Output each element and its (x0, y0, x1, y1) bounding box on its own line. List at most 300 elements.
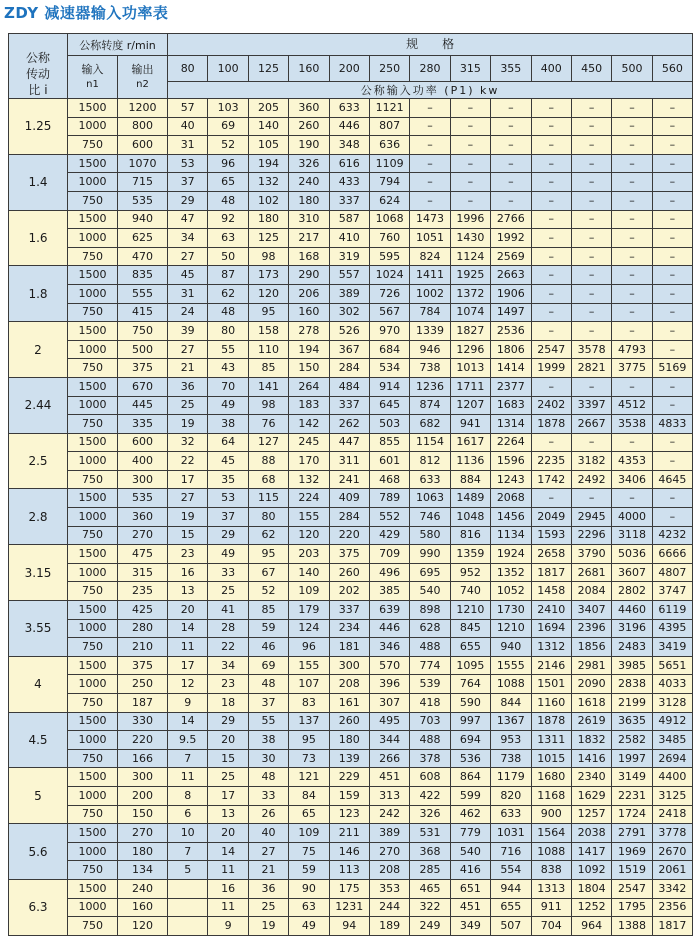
power-cell: 914 (369, 377, 409, 396)
power-cell: 396 (369, 675, 409, 694)
table-row (9, 656, 693, 675)
ratio-cell: 2.44 (9, 377, 68, 433)
power-cell: – (571, 377, 611, 396)
power-cell: 1015 (531, 749, 571, 768)
power-cell: 1136 (450, 452, 490, 471)
power-cell: 534 (369, 359, 409, 378)
table-row (9, 210, 693, 229)
power-cell: 1179 (491, 768, 531, 787)
table-row (9, 433, 693, 452)
power-cell: 1388 (612, 917, 652, 936)
power-cell: 337 (329, 191, 369, 210)
power-cell: – (531, 377, 571, 396)
power-cell: 1051 (410, 229, 450, 248)
table-row (9, 322, 693, 341)
power-cell: 80 (208, 322, 248, 341)
power-cell: 260 (329, 563, 369, 582)
power-cell: 180 (289, 191, 329, 210)
power-cell: 536 (450, 749, 490, 768)
power-cell: 67 (248, 563, 288, 582)
power-cell: 645 (369, 396, 409, 415)
table-row (9, 340, 693, 359)
power-cell: 14 (168, 712, 208, 731)
power-cell: – (410, 191, 450, 210)
input-speed-cell: 1500 (68, 377, 118, 396)
power-cell: 389 (329, 284, 369, 303)
power-cell: 4512 (612, 396, 652, 415)
power-cell: 30 (248, 749, 288, 768)
power-cell: 1992 (491, 229, 531, 248)
output-speed-cell: 475 (118, 545, 168, 564)
power-cell: 1311 (531, 731, 571, 750)
power-cell: 884 (450, 470, 490, 489)
power-cell: 43 (208, 359, 248, 378)
power-cell (168, 917, 208, 936)
size-header-cell: 560 (652, 56, 692, 82)
ratio-cell: 2.5 (9, 433, 68, 489)
power-cell: 378 (410, 749, 450, 768)
power-cell: 62 (248, 526, 288, 545)
output-speed-cell: 270 (118, 824, 168, 843)
power-cell: 1417 (571, 842, 611, 861)
power-cell: 1629 (571, 786, 611, 805)
power-cell: – (612, 377, 652, 396)
power-cell: – (531, 210, 571, 229)
power-cell: 190 (289, 136, 329, 155)
power-cell: 422 (410, 786, 450, 805)
power-cell: 375 (329, 545, 369, 564)
power-cell: 1414 (491, 359, 531, 378)
power-cell: – (612, 284, 652, 303)
power-cell: 34 (168, 229, 208, 248)
power-cell: 180 (248, 210, 288, 229)
power-cell: 716 (491, 842, 531, 861)
input-speed-cell: 1500 (68, 545, 118, 564)
power-cell: 4807 (652, 563, 692, 582)
power-cell: 241 (329, 470, 369, 489)
power-cell: 94 (329, 917, 369, 936)
power-cell: 3607 (612, 563, 652, 582)
power-cell: 17 (208, 786, 248, 805)
power-cell: 65 (289, 805, 329, 824)
power-cell: 616 (329, 154, 369, 173)
power-cell: 173 (248, 266, 288, 285)
power-cell: 709 (369, 545, 409, 564)
power-cell: 1996 (450, 210, 490, 229)
power-cell: 337 (329, 601, 369, 620)
power-cell: 28 (208, 619, 248, 638)
power-cell: 170 (289, 452, 329, 471)
power-cell: – (571, 247, 611, 266)
power-cell: 451 (450, 898, 490, 917)
power-cell: 29 (208, 526, 248, 545)
power-cell: – (571, 284, 611, 303)
power-cell: 2981 (571, 656, 611, 675)
power-cell: – (410, 173, 450, 192)
power-cell: 580 (410, 526, 450, 545)
output-speed-cell: 445 (118, 396, 168, 415)
power-cell: 62 (208, 284, 248, 303)
power-cell: 655 (450, 638, 490, 657)
power-cell: 229 (329, 768, 369, 787)
power-cell (168, 879, 208, 898)
power-cell: 2838 (612, 675, 652, 694)
power-cell: 3397 (571, 396, 611, 415)
power-cell: 113 (329, 861, 369, 880)
power-cell: 599 (450, 786, 490, 805)
power-cell: 21 (248, 861, 288, 880)
power-cell: 2569 (491, 247, 531, 266)
input-speed-cell: 1500 (68, 601, 118, 620)
power-cell: 1458 (531, 582, 571, 601)
ratio-cell: 4.5 (9, 712, 68, 768)
power-cell: 270 (369, 842, 409, 861)
table-row (9, 470, 693, 489)
output-speed-cell: 360 (118, 508, 168, 527)
power-cell: 488 (410, 731, 450, 750)
table-row (9, 917, 693, 936)
output-speed-cell: 750 (118, 322, 168, 341)
power-cell: 911 (531, 898, 571, 917)
input-speed-cell: 1000 (68, 173, 118, 192)
power-cell: 85 (248, 359, 288, 378)
power-cell: 447 (329, 433, 369, 452)
input-speed-cell: 1500 (68, 99, 118, 118)
power-cell: 1969 (612, 842, 652, 861)
power-cell: 1730 (491, 601, 531, 620)
power-cell: 27 (168, 489, 208, 508)
output-speed-cell: 415 (118, 303, 168, 322)
power-cell: 385 (369, 582, 409, 601)
power-cell: 1817 (652, 917, 692, 936)
input-speed-cell: 750 (68, 638, 118, 657)
power-cell: 2068 (491, 489, 531, 508)
output-speed-cell: 940 (118, 210, 168, 229)
power-cell: – (571, 99, 611, 118)
power-cell: 63 (289, 898, 329, 917)
output-speed-cell: 200 (118, 786, 168, 805)
input-speed-header (68, 56, 118, 99)
size-header-cell: 280 (410, 56, 450, 82)
power-table-wrapper (8, 33, 692, 936)
output-speed-cell: 600 (118, 136, 168, 155)
power-cell: 2582 (612, 731, 652, 750)
power-cell: 462 (450, 805, 490, 824)
table-row (9, 266, 693, 285)
table-row (9, 377, 693, 396)
power-cell: 103 (208, 99, 248, 118)
power-cell: 953 (491, 731, 531, 750)
power-cell: 898 (410, 601, 450, 620)
power-cell: 105 (248, 136, 288, 155)
power-cell: 57 (168, 99, 208, 118)
power-cell: 1109 (369, 154, 409, 173)
power-cell: 140 (289, 563, 329, 582)
power-cell: – (612, 191, 652, 210)
output-speed-cell: 210 (118, 638, 168, 657)
power-cell: 2694 (652, 749, 692, 768)
power-cell: 155 (289, 656, 329, 675)
power-cell: 284 (329, 508, 369, 527)
input-speed-cell: 1500 (68, 154, 118, 173)
power-cell: 137 (289, 712, 329, 731)
ratio-header-label: 公称 传动 比 i (25, 51, 50, 97)
input-speed-cell: 1000 (68, 340, 118, 359)
power-cell: 47 (168, 210, 208, 229)
power-cell: 1210 (491, 619, 531, 638)
power-cell: 704 (531, 917, 571, 936)
power-cell: 418 (410, 694, 450, 713)
size-header-cell: 125 (248, 56, 288, 82)
power-cell: 1367 (491, 712, 531, 731)
power-cell: 69 (208, 117, 248, 136)
power-cell: 946 (410, 340, 450, 359)
table-row (9, 675, 693, 694)
power-cell: 85 (248, 601, 288, 620)
power-cell: 1296 (450, 340, 490, 359)
power-cell: 344 (369, 731, 409, 750)
power-cell: 389 (369, 824, 409, 843)
power-cell: 601 (369, 452, 409, 471)
power-cell: – (531, 173, 571, 192)
power-cell: 1906 (491, 284, 531, 303)
output-speed-cell: 187 (118, 694, 168, 713)
power-cell: – (531, 266, 571, 285)
table-row (9, 415, 693, 434)
power-cell: 19 (168, 508, 208, 527)
table-row (9, 136, 693, 155)
power-cell: 540 (450, 842, 490, 861)
output-speed-cell: 715 (118, 173, 168, 192)
table-row (9, 694, 693, 713)
power-cell: 1806 (491, 340, 531, 359)
table-row (9, 117, 693, 136)
power-cell: 636 (369, 136, 409, 155)
input-speed-cell: 750 (68, 415, 118, 434)
power-cell: 278 (289, 322, 329, 341)
power-cell: 159 (329, 786, 369, 805)
input-speed-label: 输入 (81, 63, 104, 76)
power-cell: 48 (208, 303, 248, 322)
power-cell: 451 (369, 768, 409, 787)
power-cell: 2945 (571, 508, 611, 527)
power-cell: 2410 (531, 601, 571, 620)
output-speed-cell: 800 (118, 117, 168, 136)
power-cell: 4395 (652, 619, 692, 638)
power-cell: 812 (410, 452, 450, 471)
power-cell: 570 (369, 656, 409, 675)
power-cell: 3790 (571, 545, 611, 564)
input-speed-sub: n1 (86, 79, 99, 90)
table-row (9, 638, 693, 657)
power-cell: 11 (208, 861, 248, 880)
power-cell: – (652, 210, 692, 229)
power-cell: 789 (369, 489, 409, 508)
power-cell: 48 (208, 191, 248, 210)
power-header: 公称输入功率 (P1) kw (168, 82, 693, 99)
power-cell: 410 (329, 229, 369, 248)
power-cell: 1359 (450, 545, 490, 564)
power-cell: 3406 (612, 470, 652, 489)
input-speed-cell: 1500 (68, 433, 118, 452)
power-cell: 844 (491, 694, 531, 713)
power-cell: 1095 (450, 656, 490, 675)
power-cell: – (652, 99, 692, 118)
power-cell: – (612, 266, 652, 285)
power-cell: – (531, 154, 571, 173)
power-cell: 1372 (450, 284, 490, 303)
output-speed-cell: 120 (118, 917, 168, 936)
power-cell: 738 (410, 359, 450, 378)
table-row (9, 173, 693, 192)
power-cell: 46 (248, 638, 288, 657)
power-cell: 260 (289, 117, 329, 136)
power-cell: 90 (289, 879, 329, 898)
power-cell: – (571, 117, 611, 136)
power-cell: 2492 (571, 470, 611, 489)
power-cell: 120 (289, 526, 329, 545)
power-cell: 940 (491, 638, 531, 657)
table-row (9, 879, 693, 898)
power-cell: 531 (410, 824, 450, 843)
power-cell: 63 (208, 229, 248, 248)
power-cell: 34 (208, 656, 248, 675)
power-cell: 16 (168, 563, 208, 582)
table-row (9, 749, 693, 768)
power-cell: 1024 (369, 266, 409, 285)
power-cell: 300 (329, 656, 369, 675)
table-row (9, 619, 693, 638)
power-cell: 552 (369, 508, 409, 527)
power-cell: 25 (248, 898, 288, 917)
power-cell: 4000 (612, 508, 652, 527)
power-cell: 2199 (612, 694, 652, 713)
power-cell: – (450, 191, 490, 210)
power-cell: 23 (208, 675, 248, 694)
power-cell: 311 (329, 452, 369, 471)
ratio-cell: 1.6 (9, 210, 68, 266)
output-speed-cell: 250 (118, 675, 168, 694)
power-cell: 794 (369, 173, 409, 192)
table-row (9, 768, 693, 787)
power-cell: 608 (410, 768, 450, 787)
input-speed-cell: 1000 (68, 396, 118, 415)
power-cell: 92 (208, 210, 248, 229)
power-cell: 9.5 (168, 731, 208, 750)
power-cell: 32 (168, 433, 208, 452)
power-cell: 368 (410, 842, 450, 861)
power-cell: 2038 (571, 824, 611, 843)
input-speed-cell: 750 (68, 861, 118, 880)
table-row (9, 489, 693, 508)
power-cell: 40 (168, 117, 208, 136)
power-cell: 33 (208, 563, 248, 582)
power-cell: 141 (248, 377, 288, 396)
power-cell: 2670 (652, 842, 692, 861)
power-cell: – (531, 136, 571, 155)
power-cell: 1456 (491, 508, 531, 527)
power-cell: 124 (289, 619, 329, 638)
power-cell: 319 (329, 247, 369, 266)
power-cell: 633 (410, 470, 450, 489)
power-cell: 8 (168, 786, 208, 805)
power-cell: 75 (289, 842, 329, 861)
power-cell: 2377 (491, 377, 531, 396)
output-speed-cell: 280 (118, 619, 168, 638)
input-speed-cell: 750 (68, 917, 118, 936)
power-cell: 807 (369, 117, 409, 136)
power-cell: 3578 (571, 340, 611, 359)
power-cell: 446 (329, 117, 369, 136)
power-cell: 203 (289, 545, 329, 564)
power-cell: 4833 (652, 415, 692, 434)
power-cell: 1243 (491, 470, 531, 489)
power-cell: – (450, 154, 490, 173)
table-row (9, 712, 693, 731)
power-cell: 655 (491, 898, 531, 917)
power-cell (168, 898, 208, 917)
output-speed-cell: 375 (118, 359, 168, 378)
power-cell: 3125 (652, 786, 692, 805)
output-speed-cell: 535 (118, 489, 168, 508)
power-cell: – (450, 117, 490, 136)
power-cell: 245 (289, 433, 329, 452)
power-cell: 65 (208, 173, 248, 192)
power-cell: 726 (369, 284, 409, 303)
table-row (9, 229, 693, 248)
table-row (9, 731, 693, 750)
power-cell: 2418 (652, 805, 692, 824)
power-cell: 33 (248, 786, 288, 805)
power-cell: – (410, 154, 450, 173)
power-cell: 95 (248, 303, 288, 322)
power-cell: 1489 (450, 489, 490, 508)
power-cell: 22 (168, 452, 208, 471)
power-cell: 29 (168, 191, 208, 210)
power-cell: 11 (168, 768, 208, 787)
input-speed-cell: 750 (68, 805, 118, 824)
power-cell: 1124 (450, 247, 490, 266)
power-cell: 1878 (531, 415, 571, 434)
input-speed-cell: 750 (68, 303, 118, 322)
power-cell: – (652, 154, 692, 173)
power-cell: 25 (208, 582, 248, 601)
table-row (9, 582, 693, 601)
power-cell: 3775 (612, 359, 652, 378)
power-cell: 1088 (491, 675, 531, 694)
size-header-cell: 400 (531, 56, 571, 82)
power-cell: – (491, 191, 531, 210)
power-cell: 83 (289, 694, 329, 713)
power-cell: 217 (289, 229, 329, 248)
power-cell: 313 (369, 786, 409, 805)
input-speed-cell: 1500 (68, 656, 118, 675)
power-cell: 1210 (450, 601, 490, 620)
power-cell: 40 (248, 824, 288, 843)
power-cell: 1680 (531, 768, 571, 787)
power-cell: 997 (450, 712, 490, 731)
power-cell: 16 (208, 879, 248, 898)
power-cell: 3196 (612, 619, 652, 638)
power-cell: 120 (248, 284, 288, 303)
power-cell: 1856 (571, 638, 611, 657)
power-cell: – (652, 377, 692, 396)
power-cell: 11 (168, 638, 208, 657)
power-cell: 96 (208, 154, 248, 173)
power-cell: 820 (491, 786, 531, 805)
power-cell: 284 (329, 359, 369, 378)
input-speed-cell: 1000 (68, 563, 118, 582)
